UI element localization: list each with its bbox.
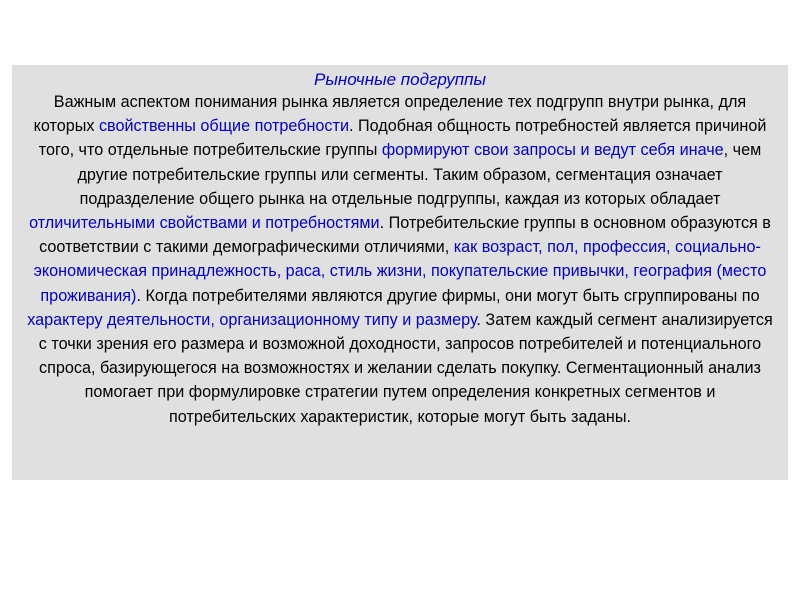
text-segment: Важным аспектом понимания рынка является определение тех подгрупп внутри рынка, для которых bbox=[33, 93, 747, 136]
body-paragraph bbox=[22, 90, 778, 429]
highlighted-phrase: формируют свои запросы и ведут себя иначе bbox=[381, 141, 724, 160]
highlighted-phrase: как возраст, пол, профессия, социально-экономическая принадлежность, раса, стиль жизни, покупательские привычки, география (место проживания) bbox=[33, 238, 767, 305]
text-segment: , чем другие потребительские группы или сегменты. Таким образом, сегментация означает подразделение общего рынка на отдельные подгруппы, каждая из которых обладает bbox=[77, 141, 762, 208]
highlighted-phrase: свойственны общие потребности bbox=[98, 117, 349, 136]
text-segment: . Потребительские группы в основном образуются в соответствии с такими демографическими отличиями, bbox=[39, 214, 771, 257]
text-segment: . Когда потребителями являются другие фирмы, они могут быть сгруппированы по bbox=[136, 286, 760, 305]
highlighted-phrase: отличительными свойствами и потребностями bbox=[29, 214, 380, 233]
text-segment: . Подобная общность потребностей является причиной того, что отдельные потребительские группы bbox=[38, 117, 767, 160]
text-segment: . Затем каждый сегмент анализируется с точки зрения его размера и возможной доходности, запросов потребителей и потенциального спроса, базирующегося на возможностях и желании сделать покупку. Сегментационный анализ помогает при формулировке стратегии путем определения конкретных сегментов и потребительских характеристик, которые могут быть заданы. bbox=[38, 310, 773, 426]
highlighted-phrase: характеру деятельности, организационному типу и размеру bbox=[27, 310, 477, 329]
text-panel bbox=[12, 65, 788, 480]
slide-title: Рыночные подгруппы bbox=[314, 70, 486, 89]
